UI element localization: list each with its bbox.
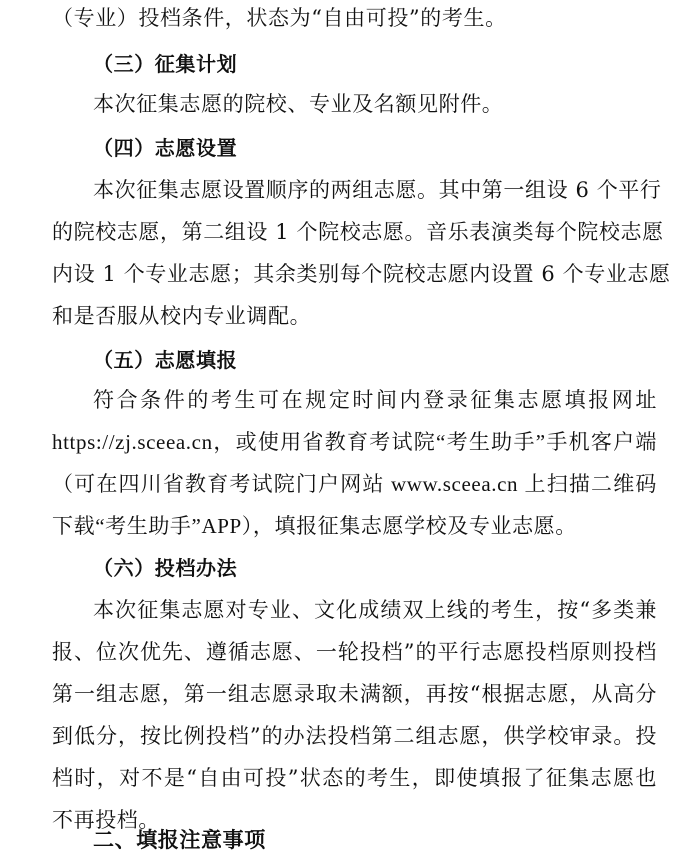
section-heading-notes: 二、填报注意事项 (93, 828, 266, 852)
paragraph-line: 和是否服从校内专业调配。 (52, 304, 312, 328)
paragraph-line: 下载“考生助手”APP），填报征集志愿学校及专业志愿。 (52, 514, 577, 538)
heading-volunteer-filling: （五）志愿填报 (93, 348, 238, 372)
paragraph-line-url: https://zj.sceea.cn，或使用省教育考试院“考生助手”手机客户端 (52, 430, 657, 454)
paragraph-line: 符合条件的考生可在规定时间内登录征集志愿填报网址 (93, 388, 657, 412)
paragraph-line: 本次征集志愿设置顺序的两组志愿。其中第一组设 6 个平行 (93, 178, 662, 202)
paragraph-line: 第一组志愿，第一组志愿录取未满额，再按“根据志愿，从高分 (52, 682, 657, 706)
paragraph-line: 本次征集志愿对专业、文化成绩双上线的考生，按“多类兼 (93, 598, 657, 622)
paragraph-line: （专业）投档条件，状态为“自由可投”的考生。 (52, 6, 507, 30)
paragraph-line: 到低分，按比例投档”的办法投档第二组志愿，供学校审录。投 (52, 724, 657, 748)
paragraph-line: 本次征集志愿的院校、专业及名额见附件。 (93, 92, 504, 116)
paragraph-line: 内设 1 个专业志愿；其余类别每个院校志愿内设置 6 个专业志愿 (52, 262, 671, 286)
heading-filing-method: （六）投档办法 (93, 556, 238, 580)
paragraph-line: （可在四川省教育考试院门户网站 www.sceea.cn 上扫描二维码 (52, 472, 657, 496)
paragraph-line: 档时，对不是“自由可投”状态的考生，即使填报了征集志愿也 (52, 766, 657, 790)
heading-volunteer-settings: （四）志愿设置 (93, 136, 238, 160)
heading-collection-plan: （三）征集计划 (93, 52, 238, 76)
paragraph-line: 报、位次优先、遵循志愿、一轮投档”的平行志愿投档原则投档 (52, 640, 657, 664)
paragraph-line: 的院校志愿，第二组设 1 个院校志愿。音乐表演类每个院校志愿 (52, 220, 664, 244)
paragraph-line: 不再投档。 (52, 808, 160, 832)
